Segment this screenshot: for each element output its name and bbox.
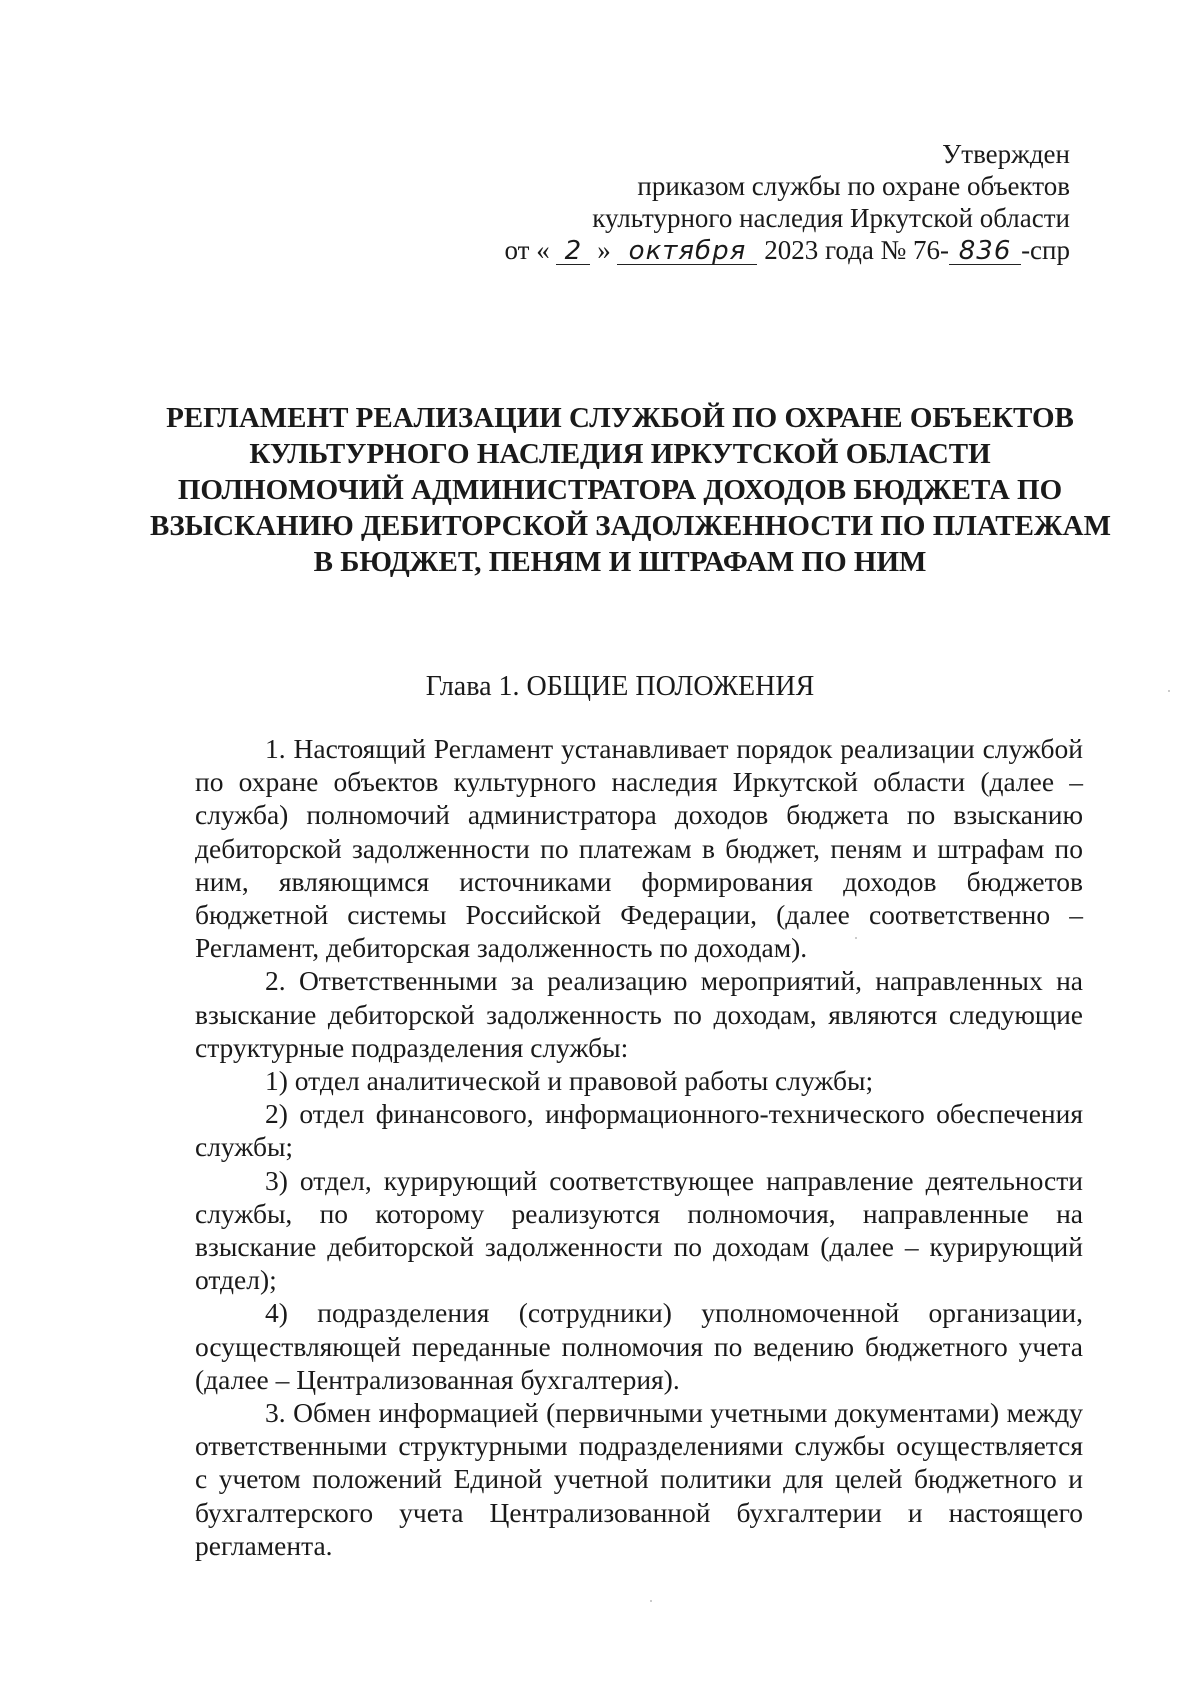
title-line: КУЛЬТУРНОГО НАСЛЕДИЯ ИРКУТСКОЙ ОБЛАСТИ	[249, 438, 991, 470]
date-prefix: от «	[504, 235, 550, 265]
document-title	[150, 400, 1111, 580]
scan-artifact	[650, 1600, 652, 1602]
approval-line-order: приказом службы по охране объектов	[637, 171, 1070, 201]
list-item-1: 1) отдел аналитической и правовой работы службы;	[265, 1065, 874, 1097]
handwritten-month: октября	[617, 238, 757, 265]
approval-line-approved: Утвержден	[942, 139, 1070, 169]
handwritten-order-number: 836	[949, 238, 1021, 265]
paragraph-1: 1. Настоящий Регламент устанавливает порядок реализации службой по охране объектов культурного наследия Иркутской области (далее – служба) полномочий администратора доходов бюджета по взысканию дебиторской задолженности по платежам в бюджет, пеням и штрафам по ним, являющимся источниками формирования доходов бюджетов бюджетной системы Российской Федерации, (далее соответственно – Регламент, дебиторская задолженность по доходам).	[195, 733, 1083, 964]
title-line: В БЮДЖЕТ, ПЕНЯМ И ШТРАФАМ ПО НИМ	[313, 546, 927, 578]
order-suffix: -спр	[1021, 235, 1070, 265]
title-line: ВЗЫСКАНИЮ ДЕБИТОРСКОЙ ЗАДОЛЖЕННОСТИ ПО ПЛАТЕЖАМ	[150, 510, 1111, 542]
handwritten-day: 2	[556, 238, 590, 265]
approval-block	[505, 138, 1071, 266]
scan-artifact	[1168, 690, 1170, 692]
approval-date-line	[505, 234, 1071, 266]
year-and-number-prefix: 2023 года № 76-	[764, 235, 950, 265]
scan-artifact	[855, 937, 857, 939]
list-item-4: 4) подразделения (сотрудники) уполномоченной организации, осуществляющей переданные полномочия по ведению бюджетного учета (далее – Централизованная бухгалтерия).	[195, 1297, 1083, 1395]
paragraph-3: 3. Обмен информацией (первичными учетными документами) между ответственными структурными подразделениями службы осуществляется с учетом положений Единой учетной политики для целей бюджетного и бухгалтерского учета Централизованной бухгалтерии и настоящего регламента.	[195, 1397, 1083, 1561]
title-line: ПОЛНОМОЧИЙ АДМИНИСТРАТОРА ДОХОДОВ БЮДЖЕТА ПО	[177, 474, 1063, 506]
title-line: РЕГЛАМЕНТ РЕАЛИЗАЦИИ СЛУЖБОЙ ПО ОХРАНЕ ОБЪЕКТОВ	[166, 402, 1074, 434]
chapter-heading: Глава 1. ОБЩИЕ ПОЛОЖЕНИЯ	[425, 671, 815, 702]
document-body	[195, 732, 1083, 1562]
approval-line-authority: культурного наследия Иркутской области	[592, 203, 1070, 233]
list-item-2: 2) отдел финансового, информационного-технического обеспечения службы;	[195, 1098, 1083, 1163]
day-suffix: »	[597, 235, 611, 265]
list-item-3: 3) отдел, курирующий соответствующее направление деятельности службы, по которому реализуются полномочия, направленные на взыскание дебиторской задолженности по доходам (далее – курирующий отдел);	[195, 1164, 1083, 1296]
paragraph-2: 2. Ответственными за реализацию мероприятий, направленных на взыскание дебиторской задолженность по доходам, являются следующие структурные подразделения службы:	[195, 965, 1083, 1063]
